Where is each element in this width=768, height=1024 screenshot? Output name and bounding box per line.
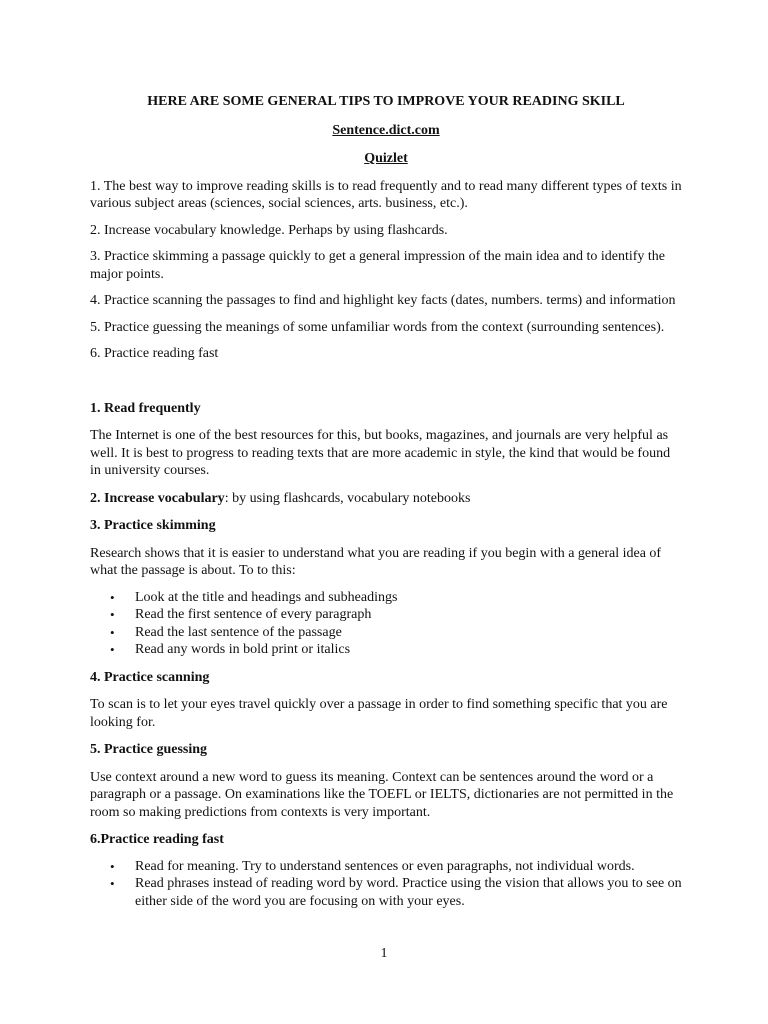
list-item	[90, 589, 682, 607]
list-item-text: Read any words in bold print or italics	[135, 642, 351, 657]
bullet-icon: •	[110, 589, 115, 605]
list-item-text: Look at the title and headings and subheadings	[135, 589, 398, 605]
source-link-quizlet[interactable]: Quizlet	[364, 151, 408, 166]
document-page	[90, 90, 682, 910]
list-item-text: Read the last sentence of the passage	[135, 624, 342, 640]
tip-item: 1. The best way to improve reading skills is to read frequently and to read many different types of texts in various subject areas (sciences, social sciences, arts. business, etc.).	[90, 178, 682, 211]
list-item	[90, 858, 682, 876]
list-item	[90, 875, 682, 910]
bullet-icon: •	[110, 607, 115, 622]
list-item-text: Read for meaning. Try to understand sentences or even paragraphs, not individual words.	[135, 858, 635, 874]
reading-fast-bullet-list	[90, 858, 682, 911]
section-body-guessing: Use context around a new word to guess its meaning. Context can be sentences around the word or a paragraph or a passage. On examinations like the TOEFL or IELTS, dictionaries are not permitted in the room so making predictions from contexts is very important.	[90, 769, 674, 820]
section-heading-increase-vocabulary: 2. Increase vocabulary	[90, 490, 225, 506]
page-title: HERE ARE SOME GENERAL TIPS TO IMPROVE YOUR READING SKILL	[147, 94, 625, 109]
skimming-bullet-list	[90, 589, 682, 659]
tip-item: 4. Practice scanning the passages to find and highlight key facts (dates, numbers. terms) and information	[90, 293, 676, 308]
list-item	[90, 641, 682, 659]
section-heading-guessing: 5. Practice guessing	[90, 742, 208, 757]
section-heading-skimming: 3. Practice skimming	[90, 518, 216, 533]
page-number: 1	[380, 946, 388, 961]
section-heading-read-frequently: 1. Read frequently	[90, 400, 201, 416]
section-heading-reading-fast: 6.Practice reading fast	[90, 832, 224, 847]
tip-item: 3. Practice skimming a passage quickly to get a general impression of the main idea and to identify the major points.	[90, 249, 666, 282]
source-link-sentence-dict[interactable]: Sentence.dict.com	[332, 122, 440, 138]
bullet-icon: •	[110, 858, 115, 874]
list-item-text: Read phrases instead of reading word by word. Practice using the vision that allows you to see on either side of the word you are focusing on with your eyes.	[135, 876, 682, 909]
section-body-read-frequently: The Internet is one of the best resources for this, but books, magazines, and journals are very helpful as well. It is best to progress to reading texts that are more academic in style, the kind that would be found in university courses.	[90, 428, 671, 478]
tips-list	[90, 178, 682, 363]
bullet-icon: •	[110, 624, 115, 640]
bullet-icon: •	[110, 642, 115, 657]
tip-item: 2. Increase vocabulary knowledge. Perhaps by using flashcards.	[90, 222, 448, 238]
list-item	[90, 606, 682, 624]
section-heading-scanning: 4. Practice scanning	[90, 669, 210, 685]
list-item-text: Read the first sentence of every paragraph	[135, 607, 372, 622]
bullet-icon: •	[110, 876, 115, 891]
section-body-scanning: To scan is to let your eyes travel quickly over a passage in order to find something specific that you are looking for.	[90, 697, 668, 730]
tip-item: 5. Practice guessing the meanings of some unfamiliar words from the context (surrounding sentences).	[90, 319, 665, 335]
section-increase-vocabulary	[90, 490, 682, 508]
section-body-skimming: Research shows that it is easier to understand what you are reading if you begin with a general idea of what the passage is about. To to this:	[90, 545, 662, 578]
list-item	[90, 624, 682, 642]
tip-item: 6. Practice reading fast	[90, 346, 219, 361]
section-text-increase-vocabulary: : by using flashcards, vocabulary notebooks	[224, 490, 471, 506]
